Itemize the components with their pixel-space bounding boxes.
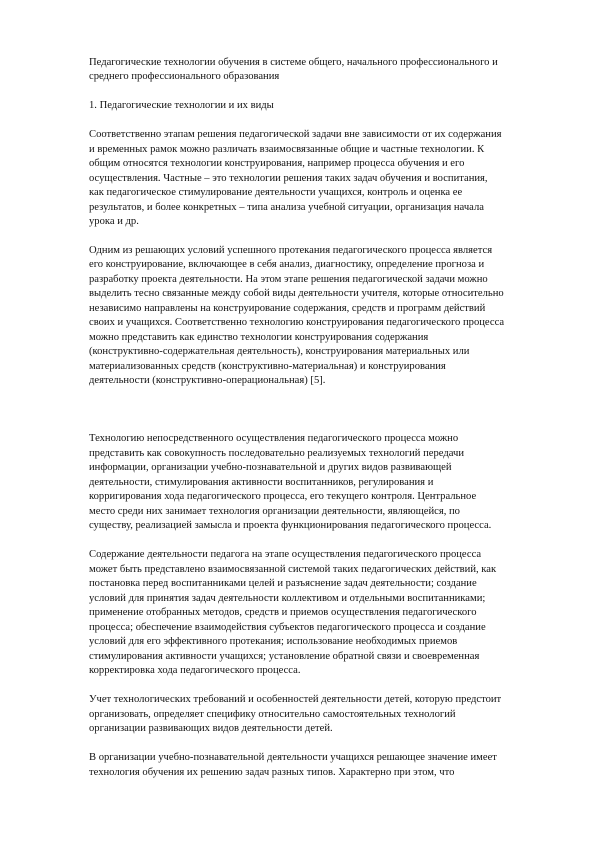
paragraph-line: деятельности (конструктивно-операциональная) [5]. <box>89 375 326 386</box>
section-heading: 1. Педагогические технологии и их виды <box>89 100 274 111</box>
document-title-line: Педагогические технологии обучения в системе общего, начального профессионального и <box>89 57 498 68</box>
paragraph-line: существу, реализацией замысла и проекта функционирования педагогического процесса. <box>89 520 492 531</box>
paragraph-line: корригирования хода педагогического процесса, его текущего контроля. Центральное <box>89 491 477 502</box>
document-title-line: среднего профессионального образования <box>89 71 280 82</box>
paragraph-line: и временных рамок можно различать взаимосвязанные общие и частные технологии. К <box>89 144 485 155</box>
paragraph-line: Одним из решающих условий успешного протекания педагогического процесса является <box>89 245 493 256</box>
paragraph-line: общим относятся технологии конструирования, например процесса обучения и его <box>89 158 465 169</box>
paragraph-line: результатов, и более конкретных – типа анализа учебной ситуации, организация начала <box>89 202 484 213</box>
paragraph-line: процесса; обеспечение взаимодействия субъектов педагогического процесса и создание <box>89 622 486 633</box>
paragraph-line: деятельности, стимулирования активности воспитанников, регулирования и <box>89 477 434 488</box>
paragraph-line: Содержание деятельности педагога на этапе осуществления педагогического процесса <box>89 549 482 560</box>
paragraph-line: условий для принятия задач деятельности коллективом и отдельными воспитанниками; <box>89 593 486 604</box>
paragraph-line: место среди них занимает технология организации деятельности, являющейся, по <box>89 506 460 517</box>
paragraph-line: его конструирование, включающее в себя анализ, диагностику, определение прогноза и <box>89 259 485 270</box>
paragraph-line: материализованных средств (конструктивно-материальная) и конструирования <box>89 361 446 372</box>
paragraph-line: можно представить как единство технологии конструирования содержания <box>89 332 429 343</box>
paragraph-line: Соответственно этапам решения педагогической задачи вне зависимости от их содержания <box>89 129 502 140</box>
paragraph-line: условий для его эффективного протекания; использование необходимых приемов <box>89 636 458 647</box>
paragraph-line: постановка перед воспитанниками целей и разъяснение задач деятельности; создание <box>89 578 477 589</box>
paragraph-line: организации развивающих видов деятельности детей. <box>89 723 333 734</box>
paragraph-line: выделить тесно связанные между собой виды деятельности учителя, которые относительно <box>89 288 504 299</box>
paragraph-line: может быть представлено взаимосвязанной системой таких педагогических действий, как <box>89 564 497 575</box>
paragraph-line: разработку проекта деятельности. На этом этапе решения педагогической задачи можно <box>89 274 488 285</box>
paragraph-line: Учет технологических требований и особенностей деятельности детей, которую предстоит <box>89 694 502 705</box>
paragraph-line: Технологию непосредственного осуществления педагогического процесса можно <box>89 433 459 444</box>
paragraph-line: независимо направлены на конструирование содержания, средств и программ действий <box>89 303 486 314</box>
paragraph-line: применение отобранных методов, средств и приемов осуществления педагогического <box>89 607 477 618</box>
paragraph-line: своих и учащихся. Соответственно технологию конструирования педагогического процесса <box>89 317 505 328</box>
paragraph-line: представить как совокупность последовательно реализуемых технологий передачи <box>89 448 464 459</box>
paragraph-line: (конструктивно-содержательная деятельность), конструирования материальных или <box>89 346 470 357</box>
paragraph-line: корректировка хода педагогического процесса. <box>89 665 301 676</box>
paragraph-line: организовать, определяет специфику относительно самостоятельных технологий <box>89 709 456 720</box>
paragraph-line: стимулирования активности учащихся; установление обратной связи и своевременная <box>89 651 480 662</box>
paragraph-line: В организации учебно-познавательной деятельности учащихся решающее значение имеет <box>89 752 497 763</box>
paragraph-line: осуществления. Частные – это технологии решения таких задач обучения и воспитания, <box>89 173 488 184</box>
paragraph-line: как педагогическое стимулирование деятельности учащихся, контроль и оценка ее <box>89 187 463 198</box>
paragraph-line: урока и др. <box>89 216 139 227</box>
paragraph-line: технология обучения их решению задач разных типов. Характерно при этом, что <box>89 767 455 778</box>
paragraph-line: информации, организации учебно-познавательной и других видов развивающей <box>89 462 452 473</box>
